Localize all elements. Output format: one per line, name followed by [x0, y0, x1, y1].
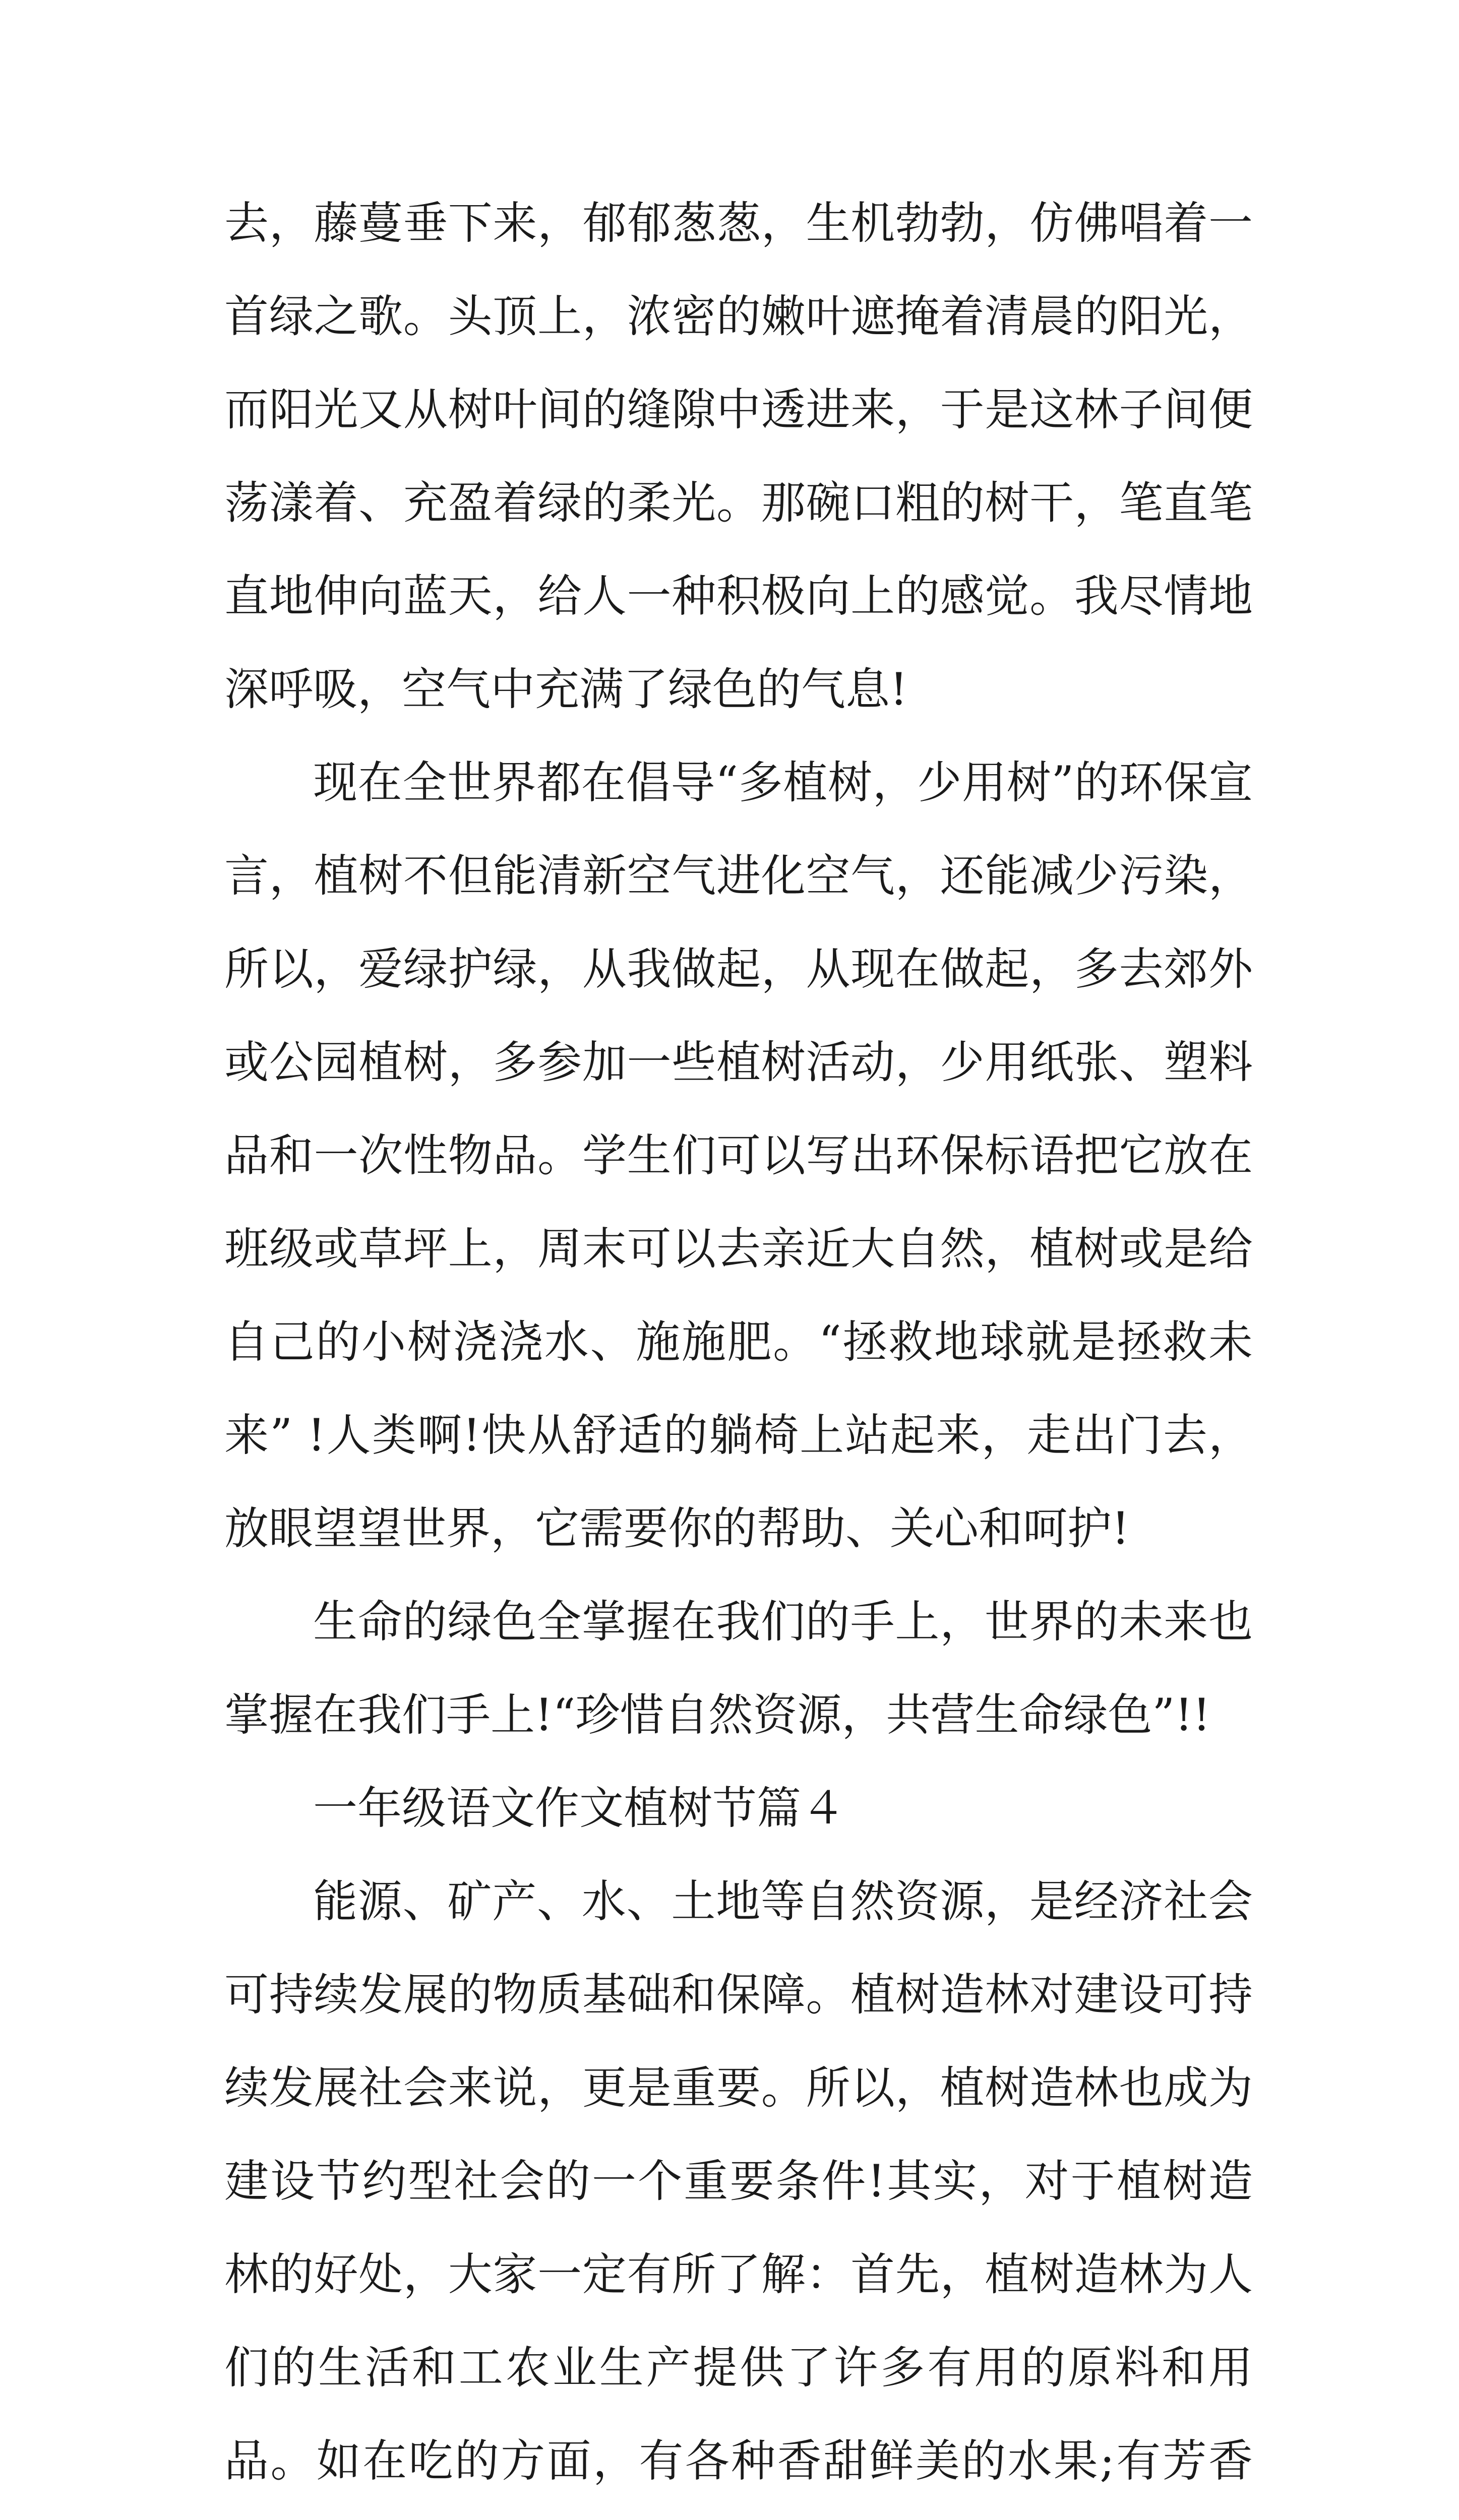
section-heading: 一年级语文作文植树节篇４ [313, 1782, 846, 1834]
paragraph-afforestation-benefits: 能源、矿产、水、土地等自然资源，是经济社会可持续发展的物质基础和保障。植树造林对建设可持续发展社会来说，更是重要。所以，植树造林也成为建设节约型社会的一个重要条件!其实，对于植树造林的好处，大家一定有所了解：首先，植树造林为人们的生活和工农业生产提供了许多有用的原料和用品。如在吃的方面，有各种香甜鲜美的水果;有芳香 [224, 1875, 1253, 2487]
paragraph-environment-appeal: 现在全世界都在倡导“多植树，少用树”的环保宣言，植树不但能清新空气进化空气，还能减少污染，所以，爱绿护绿，从我做起，从现在做起，多去郊外或公园植树，多参加一些植树活动，少用纸张、塑料品和一次性物品。学生们可以写出环保标语把它放在班级或草坪上，周末可以去亲近大自然，植树或是给自己的小树浇浇水、施施肥。“拯救地球就是拯救未来” !人类啊!快从舒适的躺椅上站起来，走出门去，放眼望望世界，它需要你的帮助、关心和呵护! [224, 757, 1253, 1554]
paragraph-conclusion: 生命的绿色全掌握在我们的手上，世界的未来也掌握在我们手上!“珍惜自然资源，共营生命绿色”!! [224, 1596, 1253, 1741]
document-body [224, 176, 1253, 2520]
paragraph-continuation: 去，藤蔓垂下来，郁郁葱葱，生机勃勃，仿佛唱着一首绿之歌。头顶上，浓密的嫩叶遮掩着清晨的阳光，而阳光又从树叶间的缝隙中透进来，于是这林子间便荡漾着、充盈着绿的柔光。那碗口粗的树干，笔直笔直地伸向蓝天，给人一种积极向上的感觉。我尽情地深呼吸，空气中充满了绿色的气息! [224, 197, 1253, 715]
